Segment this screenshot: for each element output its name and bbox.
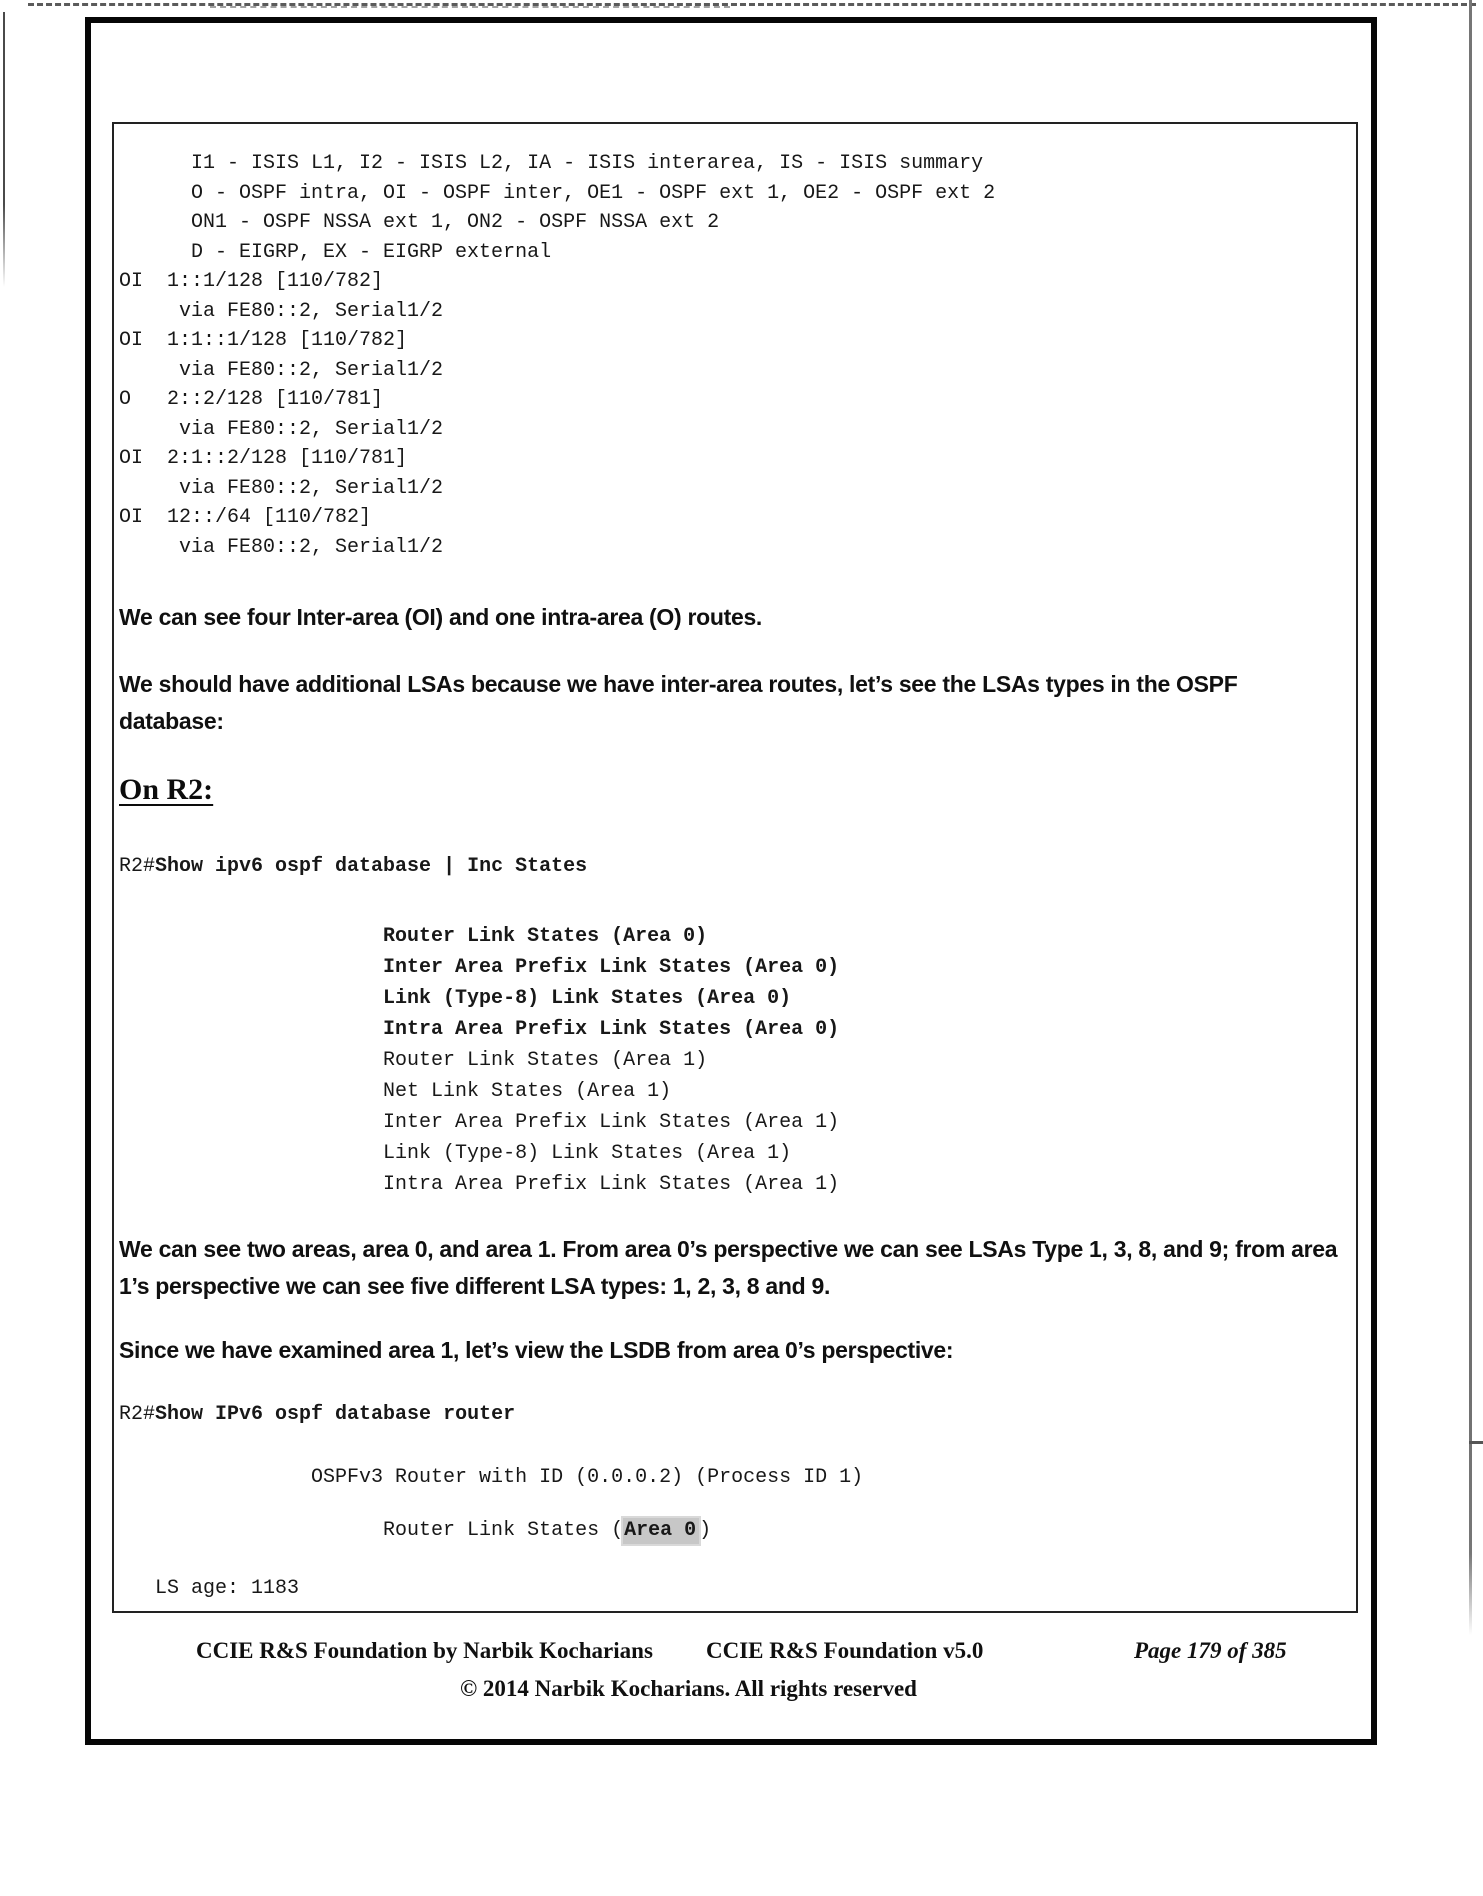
code-line: OI 1:1::1/128 [110/782] — [119, 329, 408, 352]
cli-command-text: Show IPv6 ospf database router — [155, 1403, 516, 1426]
code-line: OI 1::1/128 [110/782] — [119, 270, 384, 293]
output-line: Net Link States (Area 1) — [119, 1080, 672, 1103]
code-line: OI 12::/64 [110/782] — [119, 506, 372, 529]
output-line: Intra Area Prefix Link States (Area 1) — [119, 1173, 840, 1196]
code-line: D - EIGRP, EX - EIGRP external — [119, 240, 552, 264]
footer-book-version: CCIE R&S Foundation v5.0 — [706, 1638, 984, 1663]
code-line: OI 2:1::2/128 [110/781] — [119, 447, 408, 470]
scan-artifact-left-line — [3, 12, 5, 287]
output-line: Inter Area Prefix Link States (Area 1) — [119, 1111, 840, 1134]
cli-command-text: Show ipv6 ospf database | Inc States — [155, 855, 588, 878]
code-line: via FE80::2, Serial1/2 — [119, 476, 444, 500]
footer-book-title: CCIE R&S Foundation by Narbik Kocharians — [196, 1638, 653, 1663]
code-line: via FE80::2, Serial1/2 — [119, 417, 444, 441]
terminal-output-router-lsa — [119, 1463, 1348, 1604]
paragraph-inter-area-routes: We can see four Inter-area (OI) and one intra-area (O) routes. — [119, 604, 763, 630]
code-line: ON1 - OSPF NSSA ext 1, ON2 - OSPF NSSA ext 2 — [119, 211, 720, 234]
paragraph-additional-lsas: We should have additional LSAs because we have inter-area routes, let’s see the LSAs types in the OSPF database: — [119, 671, 1238, 734]
cli-prompt: R2# — [119, 855, 156, 878]
content-box — [112, 122, 1358, 1613]
terminal-output-lsa-states — [119, 921, 1348, 1200]
scan-artifact-right-page-edge — [1469, 0, 1472, 1635]
heading-on-r2: On R2: — [119, 773, 214, 806]
output-line-ls-age: LS age: 1183 — [119, 1577, 300, 1600]
output-line: Link (Type-8) Link States (Area 1) — [119, 1142, 792, 1165]
output-line: Link (Type-8) Link States (Area 0) — [119, 987, 792, 1010]
code-line: via FE80::2, Serial1/2 — [119, 358, 444, 382]
scan-artifact-right-tick — [1469, 1441, 1483, 1444]
router-link-states-text: Router Link States ( — [119, 1518, 624, 1542]
output-line: Inter Area Prefix Link States (Area 0) — [119, 956, 840, 979]
code-line: O - OSPF intra, OI - OSPF inter, OE1 - OSPF ext 1, OE2 - OSPF ext 2 — [119, 181, 996, 205]
footer-page-number: Page 179 of 385 — [1134, 1638, 1287, 1663]
code-line: I1 - ISIS L1, I2 - ISIS L2, IA - ISIS interarea, IS - ISIS summary — [119, 152, 984, 175]
output-line-ospfv3-router-id: OSPFv3 Router with ID (0.0.0.2) (Process ID 1) — [119, 1466, 864, 1489]
output-line-router-link-states — [119, 1516, 1348, 1546]
terminal-output-routing-table — [119, 149, 1348, 562]
cli-command-show-ospf-database-router — [119, 1400, 1348, 1429]
output-line: Intra Area Prefix Link States (Area 0) — [119, 1018, 840, 1041]
output-line: Router Link States (Area 1) — [119, 1049, 708, 1072]
router-link-states-close: ) — [699, 1518, 712, 1542]
paragraph-two-areas: We can see two areas, area 0, and area 1. From area 0’s perspective we can see LSAs Type 1, 3, 8, and 9; from area 1’s perspective we can see five different LSA types: 1, 2, 3, 8 and 9. — [119, 1236, 1338, 1299]
cli-prompt: R2# — [119, 1403, 156, 1426]
code-line: via FE80::2, Serial1/2 — [119, 535, 444, 559]
area-0-highlight: Area 0 — [623, 1518, 699, 1544]
footer-copyright: © 2014 Narbik Kocharians. All rights reserved — [460, 1676, 917, 1701]
scan-artifact-top-dashed-line-2 — [210, 6, 730, 8]
code-line: O 2::2/128 [110/781] — [119, 388, 384, 411]
paragraph-examined-area-1: Since we have examined area 1, let’s view the LSDB from area 0’s perspective: — [119, 1337, 954, 1363]
code-line: via FE80::2, Serial1/2 — [119, 299, 444, 323]
cli-command-show-ospf-database — [119, 852, 1348, 881]
output-line: Router Link States (Area 0) — [119, 925, 708, 948]
